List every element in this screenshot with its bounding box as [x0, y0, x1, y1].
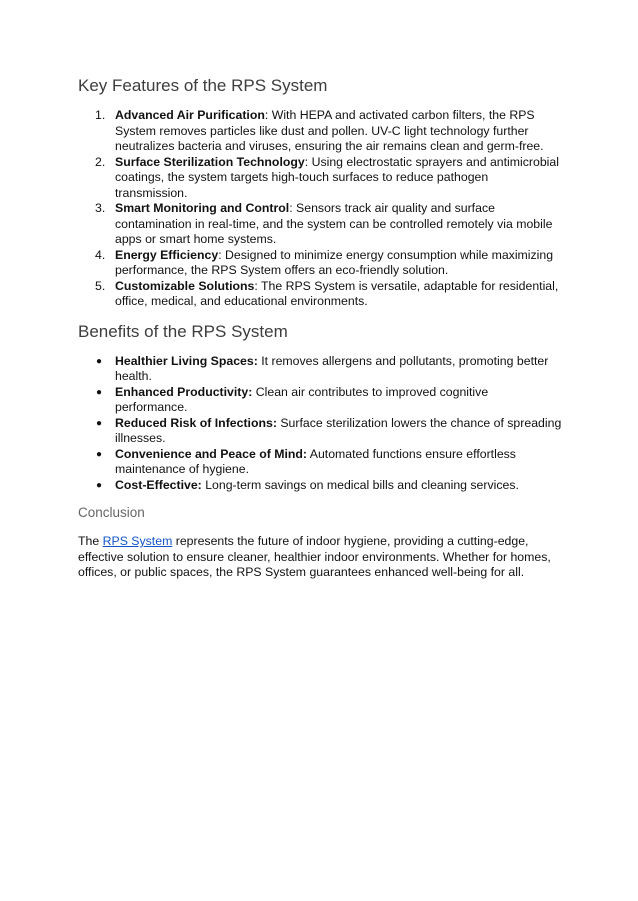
benefit-text: Long-term savings on medical bills and cleaning services.: [201, 477, 519, 492]
heading-benefits: Benefits of the RPS System: [78, 321, 288, 341]
benefit-text: Surface sterilization lowers the chance of spreading illnesses.: [115, 415, 562, 445]
feature-number: 5.: [95, 278, 106, 293]
benefits-list: [78, 354, 564, 494]
feature-text: : Designed to minimize energy consumption while maximizing performance, the RPS System offers an eco-friendly solution.: [115, 247, 554, 277]
feature-item: [78, 155, 564, 202]
feature-text: : Sensors track air quality and surface contamination in real-time, and the system can be controlled remotely via mobile apps or smart home systems.: [115, 201, 553, 246]
heading-conclusion: Conclusion: [78, 505, 145, 520]
heading-key-features: Key Features of the RPS System: [78, 76, 328, 95]
benefit-item: [78, 354, 564, 385]
benefit-text: Automated functions ensure effortless maintenance of hygiene.: [115, 446, 516, 476]
bullet-icon: ●: [96, 386, 103, 398]
feature-text: : The RPS System is versatile, adaptable for residential, office, medical, and educational environments.: [115, 278, 559, 308]
benefit-item: [78, 385, 564, 416]
conclusion-paragraph: [78, 534, 564, 581]
feature-title: Smart Monitoring and Control: [115, 201, 290, 215]
benefit-item: [78, 478, 564, 494]
rps-system-link[interactable]: RPS System: [102, 534, 173, 548]
benefit-item: [78, 416, 564, 447]
feature-number: 2.: [95, 154, 106, 169]
feature-number: 3.: [95, 201, 106, 215]
feature-title: Advanced Air Purification: [115, 108, 265, 122]
benefit-title: Convenience and Peace of Mind:: [115, 446, 308, 461]
benefit-text: Clean air contributes to improved cognitive performance.: [115, 384, 489, 414]
benefit-title: Healthier Living Spaces:: [115, 353, 258, 368]
feature-item: [78, 201, 564, 248]
bullet-icon: ●: [96, 448, 103, 460]
feature-text: : Using electrostatic sprayers and antimicrobial coatings, the system targets high-touch surfaces to reduce pathogen transmission.: [115, 154, 559, 200]
feature-item: [78, 248, 564, 279]
feature-item: [78, 108, 564, 155]
features-list: [78, 108, 564, 310]
benefit-title: Enhanced Productivity:: [115, 384, 253, 399]
feature-number: 1.: [95, 108, 106, 122]
feature-item: [78, 279, 564, 310]
feature-title: Surface Sterilization Technology: [115, 154, 305, 169]
bullet-icon: ●: [96, 479, 103, 491]
bullet-icon: ●: [96, 417, 103, 429]
conclusion-post: represents the future of indoor hygiene, providing a cutting-edge, effective solution to ensure cleaner, healthier indoor environments. Whether for homes, offices, or public spaces, the RPS System guarantees enhanced well-being for all.: [78, 534, 551, 579]
benefit-item: [78, 447, 564, 478]
document-content: [78, 76, 564, 581]
bullet-icon: ●: [96, 355, 103, 367]
feature-text: : With HEPA and activated carbon filters, the RPS System removes particles like dust and pollen. UV-C light technology further neutralizes bacteria and viruses, ensuring the air remains clean and germ-free.: [115, 108, 544, 153]
feature-number: 4.: [95, 247, 106, 262]
benefit-title: Reduced Risk of Infections:: [115, 415, 277, 430]
benefit-text: It removes allergens and pollutants, promoting better health.: [115, 353, 549, 383]
feature-title: Energy Efficiency: [115, 247, 219, 262]
conclusion-pre: The: [78, 534, 103, 548]
feature-title: Customizable Solutions: [115, 278, 255, 293]
benefit-title: Cost-Effective:: [115, 477, 202, 492]
